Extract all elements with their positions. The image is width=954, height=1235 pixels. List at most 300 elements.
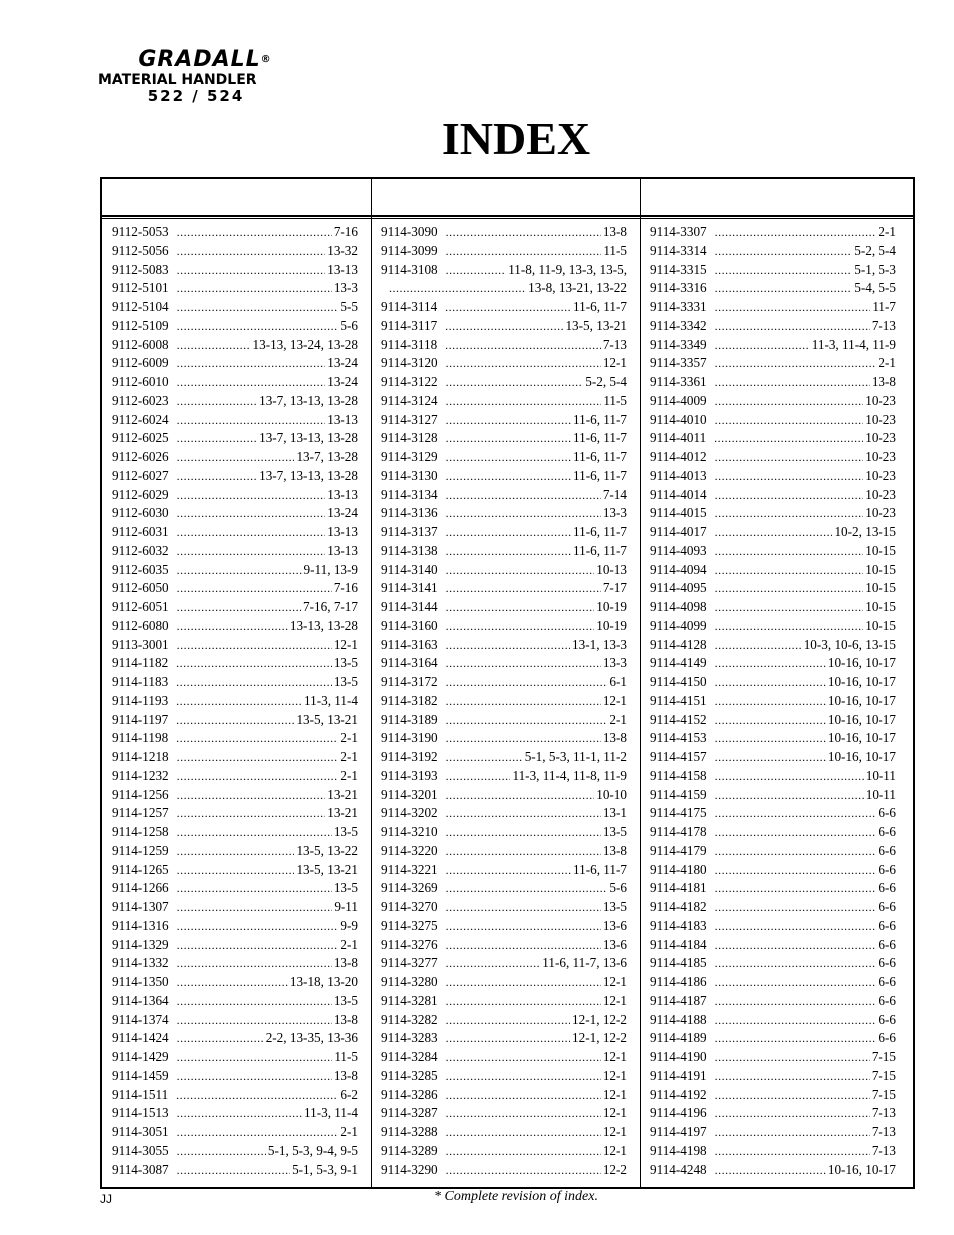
index-entry: [112, 674, 358, 693]
leader-dots: [177, 881, 332, 896]
index-entry: [381, 430, 627, 449]
page-reference: 6-6: [878, 880, 896, 896]
index-column-1: [112, 224, 358, 1180]
index-entry: [112, 580, 358, 599]
page-reference: 5-6: [609, 880, 627, 896]
part-number: 9114-4093: [650, 542, 707, 558]
part-number: 9114-3129: [381, 449, 438, 464]
index-entry: [381, 674, 627, 693]
part-number: 9114-3283: [381, 1030, 438, 1046]
index-entry: [112, 374, 358, 393]
index-entry: [112, 1087, 358, 1106]
leader-dots: [715, 900, 877, 915]
part-number: 9114-1513: [112, 1105, 169, 1121]
index-entry: [650, 1105, 896, 1124]
part-number: 9112-6025: [112, 430, 169, 446]
page-reference: 10-11: [865, 786, 896, 802]
header-rule: [102, 218, 913, 219]
leader-dots: [715, 956, 877, 971]
page-reference: 5-5: [340, 299, 358, 314]
leader-dots: [177, 488, 326, 503]
logo-subtitle: MATERIAL HANDLER: [98, 72, 257, 88]
page-reference: 11-6, 11-7: [573, 411, 627, 427]
leader-dots: [715, 1088, 870, 1103]
leader-dots: [177, 506, 326, 521]
index-entry: [112, 955, 358, 974]
leader-dots: [715, 638, 802, 653]
part-number: 9114-1459: [112, 1067, 169, 1083]
index-entry: [112, 487, 358, 506]
leader-dots: [446, 394, 602, 409]
leader-dots: [177, 394, 257, 409]
part-number: 9114-4175: [650, 805, 707, 821]
index-entry: [381, 768, 627, 787]
leader-dots: [446, 356, 601, 371]
part-number: 9114-4189: [650, 1030, 707, 1046]
leader-dots: [446, 694, 601, 709]
leader-dots: [446, 1144, 601, 1159]
part-number: 9114-3289: [381, 1142, 438, 1158]
leader-dots: [177, 563, 302, 578]
leader-dots: [446, 563, 595, 578]
part-number: 9114-4011: [650, 430, 707, 446]
page-reference: 10-15: [865, 542, 896, 558]
index-entry: [112, 1143, 358, 1162]
part-number: 9112-6051: [112, 599, 169, 614]
leader-dots: [177, 1163, 290, 1178]
part-number: 9112-6008: [112, 336, 169, 352]
leader-dots: [715, 938, 877, 953]
part-number: 9114-4152: [650, 711, 707, 727]
page-reference: 10-15: [865, 599, 896, 614]
leader-dots: [446, 1050, 601, 1065]
leader-dots: [177, 1125, 339, 1140]
index-entry: [650, 880, 896, 899]
part-number: 9114-4099: [650, 617, 707, 633]
part-number: 9114-1329: [112, 936, 169, 952]
index-entry: [381, 637, 627, 656]
index-entry: [112, 637, 358, 656]
leader-dots: [715, 1013, 877, 1028]
page-reference: 7-15: [871, 1049, 896, 1064]
page-reference: 5-1, 5-3, 11-1, 11-2: [524, 749, 627, 764]
leader-dots: [715, 394, 864, 409]
page-reference: 13-24: [327, 505, 358, 521]
index-entry: [381, 280, 627, 299]
part-number: 9114-3117: [381, 317, 438, 333]
page-reference: 11-6, 11-7, 13-6: [542, 955, 627, 971]
leader-dots: [715, 1031, 877, 1046]
leader-dots: [446, 488, 601, 503]
index-entry: [381, 918, 627, 937]
part-number: 9114-1424: [112, 1030, 169, 1046]
part-number: 9114-4128: [650, 636, 707, 652]
part-number: 9114-4188: [650, 1011, 707, 1027]
part-number: 9114-4198: [650, 1142, 707, 1158]
index-entry: [650, 768, 896, 787]
page-reference: 9-9: [340, 917, 358, 933]
index-entry: [381, 730, 627, 749]
part-number: 9114-4153: [650, 730, 707, 746]
leader-dots: [715, 319, 870, 334]
page-reference: 6-6: [878, 861, 896, 877]
part-number: 9114-3114: [381, 299, 438, 314]
page-reference: 13-13: [327, 524, 358, 539]
index-entry: [112, 355, 358, 374]
page-reference: 7-16: [333, 224, 358, 239]
page-reference: 2-1: [340, 767, 358, 783]
page-reference: 9-11: [334, 899, 358, 914]
leader-dots: [446, 956, 541, 971]
part-number: 9112-6027: [112, 467, 169, 483]
page-reference: 6-1: [609, 674, 627, 689]
index-entry: [112, 262, 358, 281]
leader-dots: [715, 488, 864, 503]
leader-dots: [177, 431, 257, 446]
index-entry: [112, 243, 358, 262]
leader-dots: [446, 619, 595, 634]
part-number: 9114-4098: [650, 599, 707, 614]
page-reference: 10-16, 10-17: [827, 711, 896, 727]
leader-dots: [177, 225, 332, 240]
leader-dots: [177, 244, 326, 259]
part-number: 9114-4017: [650, 524, 707, 539]
page-reference: 12-1: [602, 1086, 627, 1102]
leader-dots: [446, 1069, 601, 1084]
part-number: 9112-6080: [112, 617, 169, 633]
index-entry: [650, 655, 896, 674]
page-reference: 7-14: [602, 486, 627, 502]
part-number: 9114-3276: [381, 936, 438, 952]
page-reference: 12-1: [602, 355, 627, 371]
part-number: 9114-4180: [650, 861, 707, 877]
index-entry: [650, 749, 896, 768]
index-entry: [381, 712, 627, 731]
page-reference: 6-6: [878, 955, 896, 971]
page-reference: 5-1, 5-3, 9-1: [292, 1161, 358, 1177]
page-reference: 13-1, 13-3: [572, 636, 627, 652]
leader-dots: [177, 1069, 332, 1084]
page-reference: 2-2, 13-35, 13-36: [265, 1030, 358, 1046]
index-entry: [650, 918, 896, 937]
leader-dots: [715, 881, 877, 896]
page-reference: 11-6, 11-7: [573, 430, 627, 446]
leader-dots: [446, 1106, 601, 1121]
page-title: INDEX: [441, 113, 591, 164]
leader-dots: [715, 1106, 870, 1121]
leader-dots: [177, 1013, 332, 1028]
leader-dots: [177, 1144, 266, 1159]
index-entry: [112, 1030, 358, 1049]
leader-dots: [715, 919, 877, 934]
page-reference: 12-2: [602, 1161, 627, 1177]
index-entry: [650, 374, 896, 393]
index-entry: [112, 712, 358, 731]
leader-dots: [446, 675, 608, 690]
part-number: 9112-5083: [112, 261, 169, 277]
leader-dots: [446, 581, 601, 596]
index-entry: [381, 693, 627, 712]
page-reference: 13-6: [602, 936, 627, 952]
page-reference: 13-8: [602, 842, 627, 858]
leader-dots: [446, 1088, 601, 1103]
part-number: 9114-3120: [381, 355, 438, 371]
page-reference: 2-1: [609, 711, 627, 727]
page-reference: 10-23: [865, 449, 896, 464]
index-entry: [381, 1049, 627, 1068]
leader-dots: [446, 844, 601, 859]
page-reference: 11-5: [603, 242, 627, 258]
leader-dots: [715, 1125, 870, 1140]
index-entry: [381, 843, 627, 862]
index-entry: [112, 337, 358, 356]
part-number: 9114-1332: [112, 955, 169, 971]
part-number: 9114-3201: [381, 786, 438, 802]
leader-dots: [177, 825, 332, 840]
page-reference: 10-13: [596, 561, 627, 577]
leader-dots: [446, 450, 571, 465]
page-reference: 10-23: [865, 430, 896, 446]
page-reference: 12-1, 12-2: [572, 1011, 627, 1027]
part-number: 9114-4010: [650, 411, 707, 427]
page-reference: 10-16, 10-17: [827, 692, 896, 708]
page-reference: 10-16, 10-17: [827, 730, 896, 746]
part-number: 9114-3316: [650, 280, 707, 296]
index-column-3: [650, 224, 896, 1180]
page-reference: 10-16, 10-17: [827, 749, 896, 764]
page-reference: 13-5: [602, 899, 627, 914]
part-number: 9114-1266: [112, 880, 169, 896]
page-reference: 13-5, 13-22: [296, 842, 358, 858]
part-number: 9114-3140: [381, 561, 438, 577]
page-reference: 10-10: [596, 786, 627, 802]
page-reference: 13-5: [333, 655, 358, 671]
leader-dots: [177, 769, 339, 784]
index-entry: [112, 318, 358, 337]
part-number: 9112-6030: [112, 505, 169, 521]
index-entry: [112, 824, 358, 843]
page-reference: 2-1: [878, 355, 896, 371]
page-reference: 10-23: [865, 392, 896, 408]
page-reference: 13-7, 13-13, 13-28: [259, 392, 358, 408]
page-reference: 6-6: [878, 842, 896, 858]
part-number: 9114-3342: [650, 317, 707, 333]
page-reference: 11-3, 11-4: [304, 692, 358, 708]
index-entry: [112, 1049, 358, 1068]
leader-dots: [446, 600, 595, 615]
part-number: 9114-1198: [112, 730, 169, 746]
page-reference: 11-5: [334, 1049, 358, 1064]
page-reference: 13-13, 13-28: [289, 617, 358, 633]
index-entry: [112, 693, 358, 712]
part-number: 9114-3280: [381, 974, 438, 989]
page-reference: 12-1, 12-2: [572, 1030, 627, 1046]
part-number: 9114-3357: [650, 355, 707, 371]
leader-dots: [715, 225, 877, 240]
page-reference: 2-1: [340, 730, 358, 746]
part-number: 9114-3220: [381, 842, 438, 858]
part-number: 9114-3164: [381, 655, 438, 671]
part-number: 9112-5056: [112, 242, 169, 258]
part-number: 9114-1218: [112, 749, 169, 764]
leader-dots: [177, 1050, 333, 1065]
page-reference: 12-1: [602, 1124, 627, 1139]
leader-dots: [445, 300, 571, 315]
page-reference: 5-1, 5-3, 9-4, 9-5: [267, 1142, 358, 1158]
part-number: 9114-3122: [381, 374, 438, 389]
index-entry: [381, 1105, 627, 1124]
leader-dots: [177, 994, 332, 1009]
leader-dots: [715, 413, 864, 428]
page-reference: 10-16, 10-17: [827, 1161, 896, 1177]
page-reference: 12-1: [602, 1142, 627, 1158]
part-number: 9114-4015: [650, 505, 707, 521]
part-number: 9114-3055: [112, 1142, 169, 1158]
page-reference: 10-23: [865, 411, 896, 427]
part-number: 9114-3210: [381, 824, 438, 839]
page-reference: 6-6: [878, 992, 896, 1008]
index-entry: [650, 993, 896, 1012]
part-number: 9114-3138: [381, 542, 438, 558]
part-number: 9114-1374: [112, 1011, 169, 1027]
part-number: 9114-1256: [112, 786, 169, 802]
part-number: 9114-4151: [650, 692, 707, 708]
part-number: 9114-1316: [112, 917, 169, 933]
page-reference: 13-32: [327, 242, 358, 258]
index-entry: [650, 1143, 896, 1162]
index-entry: [650, 224, 896, 243]
index-entry: [650, 543, 896, 562]
leader-dots: [446, 975, 601, 990]
part-number: 9114-3182: [381, 692, 438, 708]
part-number: 9114-1193: [112, 692, 169, 708]
part-number: 9112-6035: [112, 561, 169, 577]
index-entry: [650, 355, 896, 374]
part-number: 9114-3290: [381, 1161, 438, 1177]
leader-dots: [446, 638, 570, 653]
index-entry: [650, 862, 896, 881]
leader-dots: [715, 788, 864, 803]
page-reference: 5-1, 5-3: [854, 261, 896, 277]
page-reference: 7-15: [871, 1067, 896, 1083]
index-entry: [650, 562, 896, 581]
leader-dots: [446, 225, 601, 240]
part-number: 9112-5053: [112, 224, 169, 239]
leader-dots: [715, 675, 826, 690]
leader-dots: [715, 806, 877, 821]
leader-dots: [177, 319, 339, 334]
part-number: 9114-4149: [650, 655, 707, 671]
page-reference: 7-13: [871, 1142, 896, 1158]
part-number: 9114-4186: [650, 974, 707, 989]
page-reference: 11-6, 11-7: [573, 524, 627, 539]
part-number: 9114-3202: [381, 805, 438, 821]
part-number: 9114-1232: [112, 767, 169, 783]
gradall-logo: [98, 48, 288, 105]
column-divider: [640, 179, 641, 1187]
leader-dots: [177, 750, 339, 765]
index-entry: [112, 449, 358, 468]
page-reference: 11-6, 11-7: [573, 861, 627, 877]
leader-dots: [715, 656, 826, 671]
part-number: 9114-3124: [381, 392, 438, 408]
leader-dots: [715, 750, 826, 765]
leader-dots: [177, 975, 288, 990]
index-entry: [650, 637, 896, 656]
page-reference: 13-8: [602, 224, 627, 239]
page-reference: 10-23: [865, 486, 896, 502]
index-entry: [650, 262, 896, 281]
leader-dots: [446, 900, 601, 915]
index-entry: [650, 580, 896, 599]
logo-brand: GRADALL®: [138, 47, 272, 72]
leader-dots: [177, 956, 332, 971]
part-number: 9114-3099: [381, 242, 438, 258]
part-number: 9114-1307: [112, 899, 169, 914]
leader-dots: [176, 675, 332, 690]
part-number: 9112-6010: [112, 374, 169, 389]
part-number: 9114-3307: [650, 224, 707, 239]
page-reference: 11-6, 11-7: [573, 542, 627, 558]
leader-dots: [446, 431, 571, 446]
part-number: 9114-4187: [650, 992, 707, 1008]
leader-dots: [715, 300, 871, 315]
index-entry: [381, 449, 627, 468]
index-entry: [112, 843, 358, 862]
leader-dots: [446, 938, 601, 953]
leader-dots: [715, 619, 864, 634]
part-number: 9112-5104: [112, 299, 169, 314]
leader-dots: [177, 1031, 264, 1046]
index-entry: [112, 880, 358, 899]
part-number: 9114-3285: [381, 1067, 438, 1083]
index-entry: [650, 618, 896, 637]
page-reference: 13-8, 13-21, 13-22: [528, 280, 627, 296]
part-number: 9114-3349: [650, 336, 707, 352]
leader-dots: [177, 581, 332, 596]
page-reference: 10-23: [865, 505, 896, 521]
index-entry: [650, 955, 896, 974]
index-entry: [381, 543, 627, 562]
index-entry: [381, 993, 627, 1012]
leader-dots: [177, 863, 295, 878]
page-reference: 13-5: [602, 824, 627, 839]
index-entry: [381, 580, 627, 599]
index-entry: [650, 693, 896, 712]
part-number: 9112-5101: [112, 280, 169, 296]
page-reference: 10-16, 10-17: [827, 674, 896, 689]
part-number: 9114-3118: [381, 336, 438, 352]
part-number: 9114-4158: [650, 767, 707, 783]
page-reference: 10-19: [596, 617, 627, 633]
page-reference: 6-6: [878, 1011, 896, 1027]
page-reference: 13-3: [333, 280, 358, 296]
index-entry: [650, 899, 896, 918]
page-reference: 13-6: [602, 917, 627, 933]
leader-dots: [177, 919, 339, 934]
index-entry: [381, 468, 627, 487]
page-reference: 6-2: [340, 1086, 358, 1102]
part-number: 9112-5109: [112, 317, 169, 333]
index-entry: [112, 280, 358, 299]
leader-dots: [177, 806, 326, 821]
page-reference: 5-2, 5-4: [585, 374, 627, 389]
page-reference: 13-3: [602, 655, 627, 671]
index-entry: [112, 468, 358, 487]
page-reference: 6-6: [878, 974, 896, 989]
leader-dots: [446, 244, 602, 259]
leader-dots: [446, 788, 595, 803]
